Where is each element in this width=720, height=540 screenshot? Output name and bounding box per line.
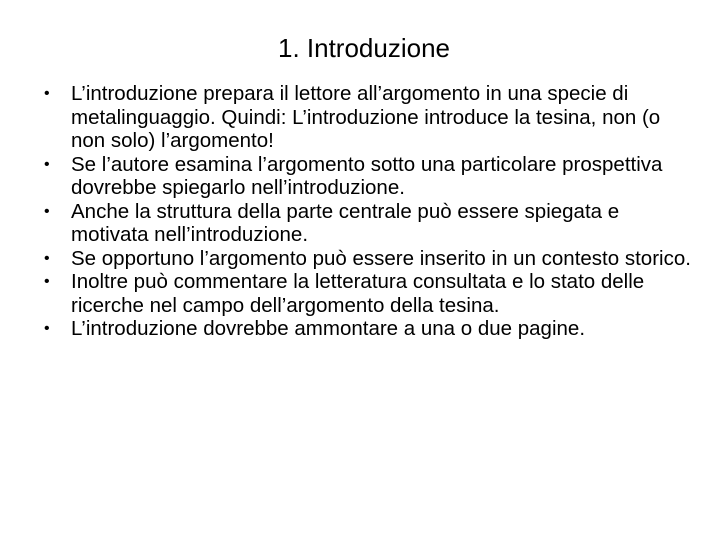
bullet-icon: • (44, 249, 50, 267)
bullet-list (44, 82, 694, 341)
bullet-item (44, 153, 694, 200)
bullet-text: Se opportuno l’argomento può essere inserito in un contesto storico. (71, 246, 691, 270)
bullet-text: L’introduzione dovrebbe ammontare a una o due pagine. (71, 317, 586, 340)
bullet-icon: • (44, 202, 50, 220)
bullet-text: Inoltre può commentare la letteratura consultata e lo stato delle ricerche nel campo dell’argomento della tesina. (71, 270, 645, 317)
bullet-item (44, 247, 694, 271)
slide-title: 1. Introduzione (277, 33, 450, 63)
bullet-text: L’introduzione prepara il lettore all’argomento in una specie di metalinguaggio. Quindi: L’introduzione introduce la tesina, non (o non solo) l’argomento! (71, 82, 661, 152)
bullet-icon: • (44, 273, 50, 290)
bullet-icon: • (44, 320, 50, 337)
bullet-icon: • (44, 85, 50, 102)
bullet-item (44, 270, 694, 317)
bullet-item (44, 200, 694, 247)
bullet-item (44, 317, 694, 341)
bullet-item (44, 82, 694, 153)
bullet-text: Se l’autore esamina l’argomento sotto una particolare prospettiva dovrebbe spiegarlo nell’introduzione. (71, 152, 663, 199)
bullet-icon: • (44, 155, 50, 173)
bullet-text: Anche la struttura della parte centrale può essere spiegata e motivata nell’introduzione. (71, 199, 620, 246)
